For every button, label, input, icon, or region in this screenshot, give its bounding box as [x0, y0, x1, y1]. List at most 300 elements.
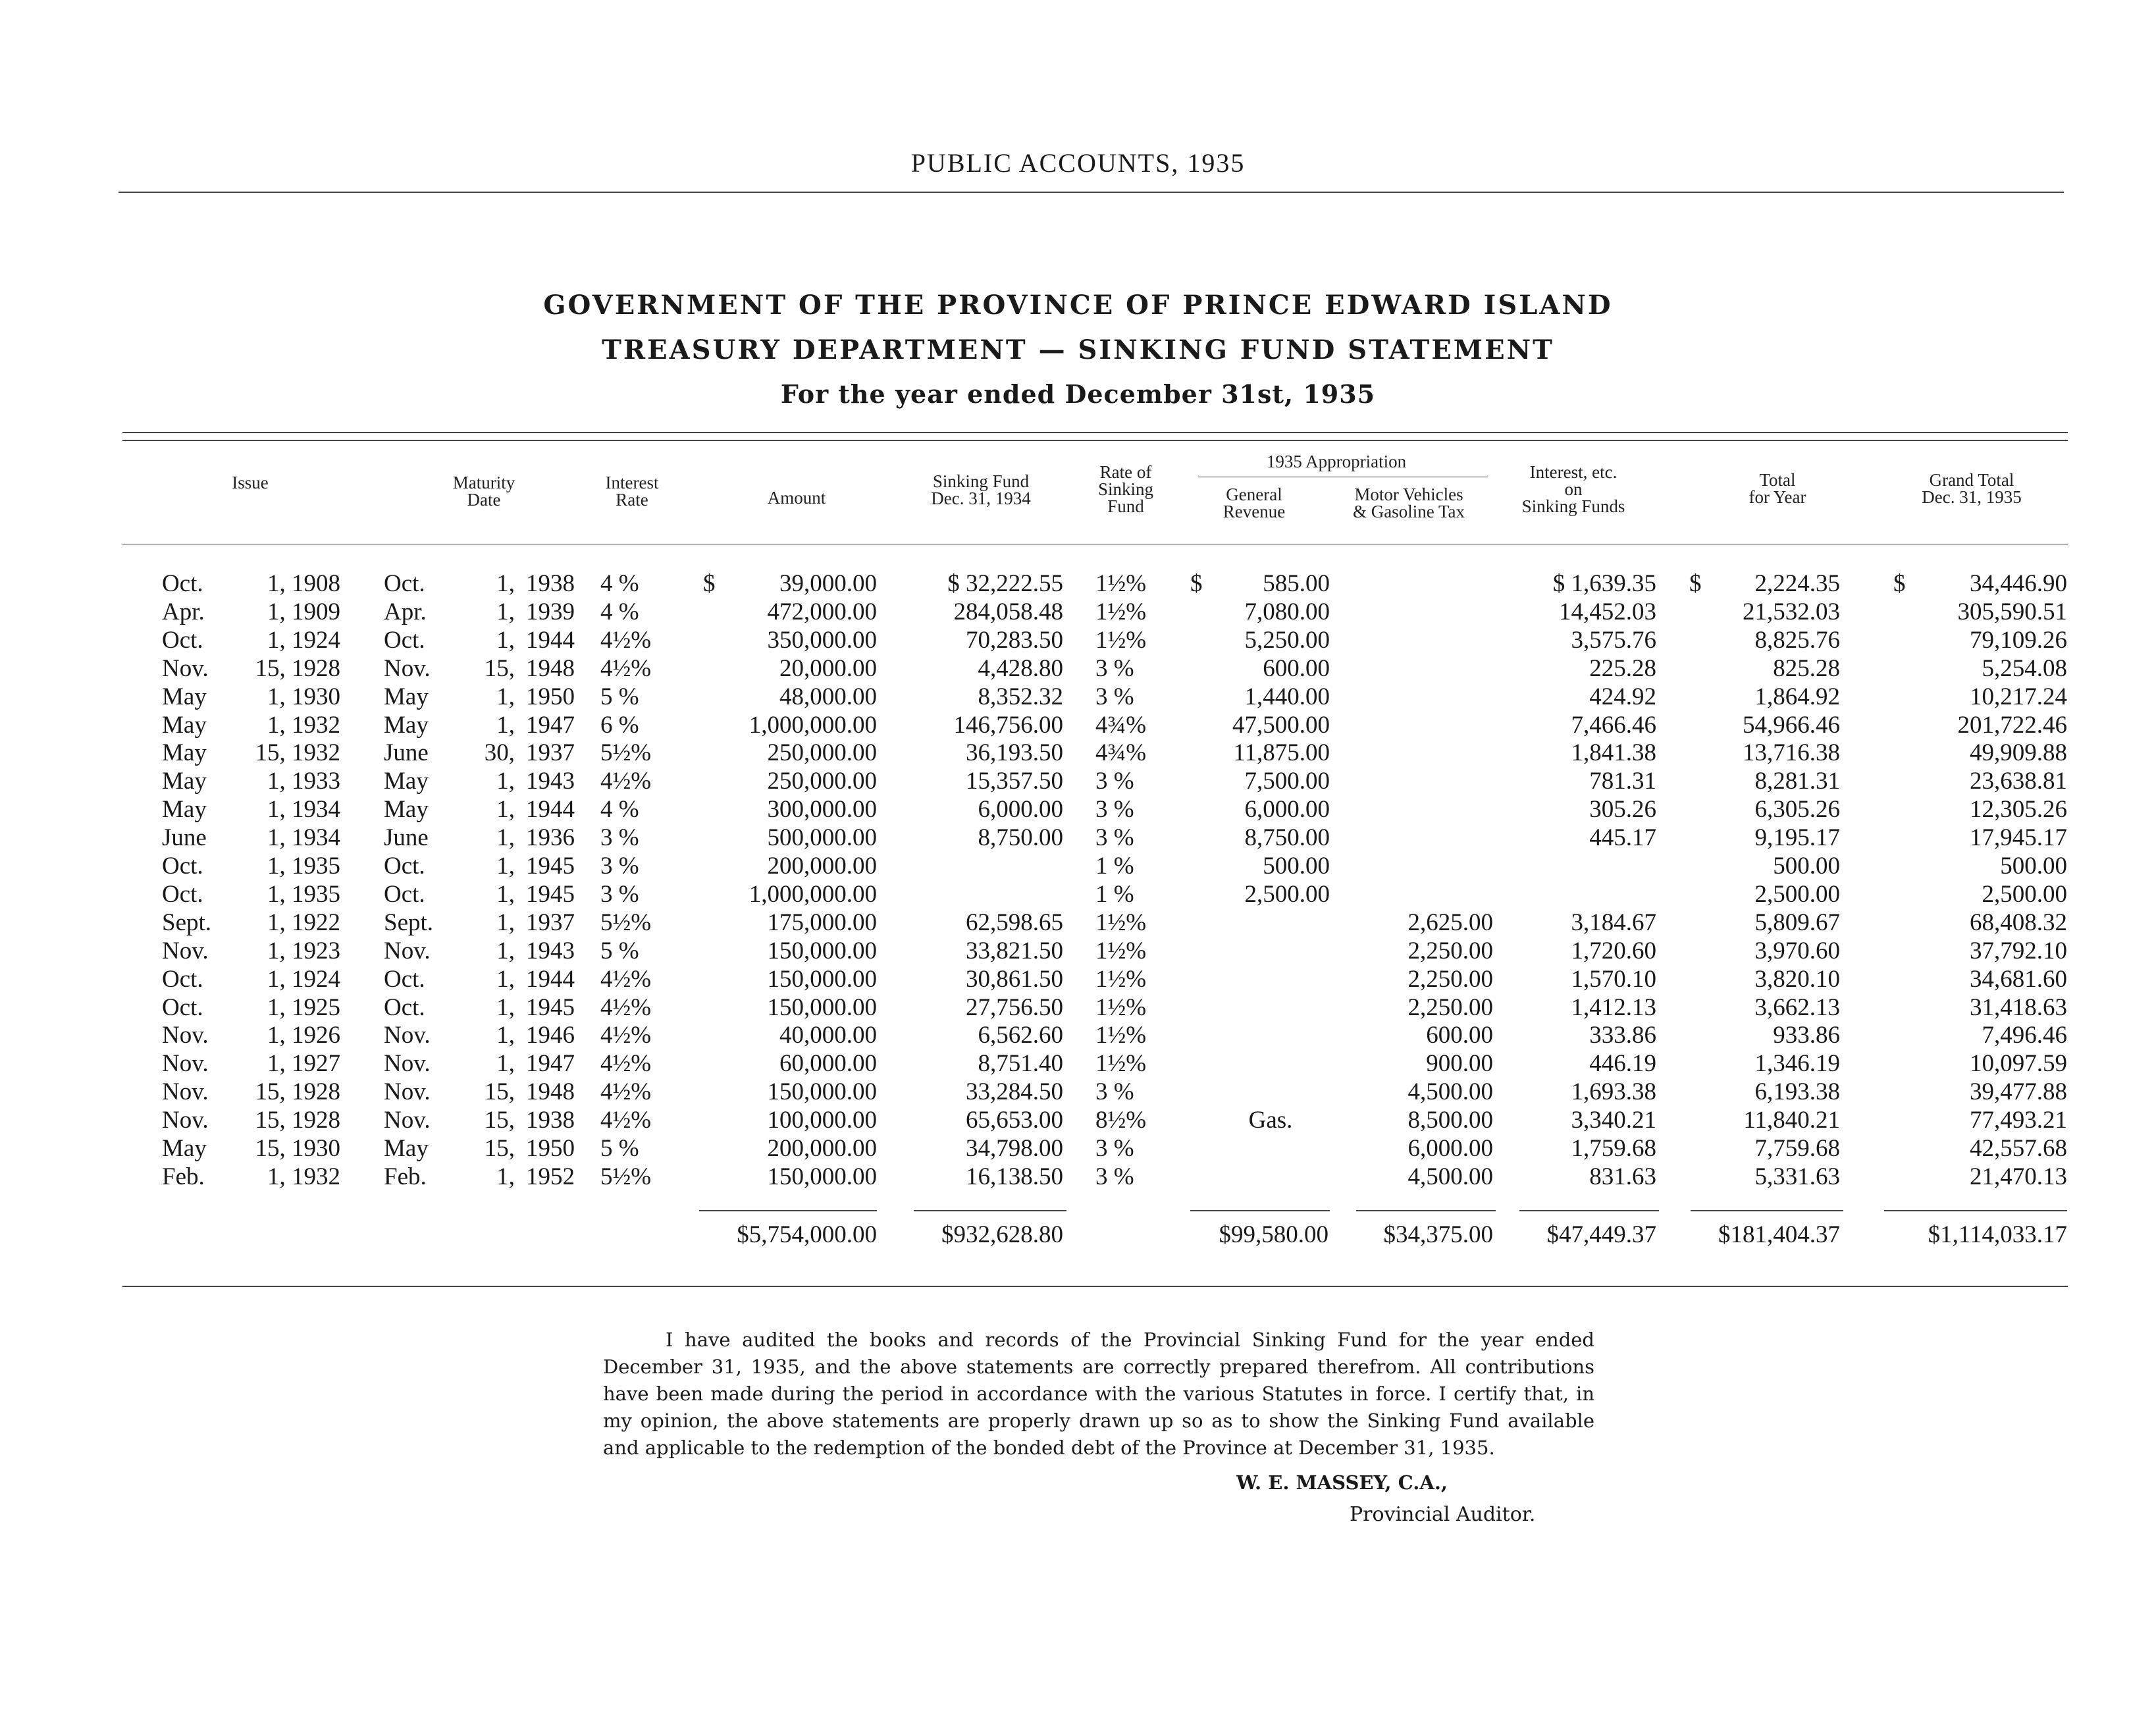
- title-line-2: TREASURY DEPARTMENT — SINKING FUND STATEMENT: [602, 334, 1554, 365]
- maturity-year: 1950: [526, 1135, 575, 1162]
- grand-total: 305,590.51: [1957, 598, 2067, 625]
- table-top-rule-2: [122, 440, 2068, 441]
- maturity-day: 1,: [496, 965, 515, 993]
- interest-on-sinking: 424.92: [1589, 683, 1656, 710]
- maturity-day: 1,: [496, 1163, 515, 1190]
- interest-on-sinking: 831.63: [1589, 1163, 1656, 1190]
- maturity-year: 1936: [526, 824, 575, 852]
- total-for-year: 5,331.63: [1754, 1163, 1840, 1190]
- sinking-fund-1934: 65,653.00: [966, 1107, 1063, 1134]
- issue-month: Oct.: [162, 626, 203, 654]
- issue-month: May: [162, 796, 207, 824]
- issue-month: Oct.: [162, 965, 203, 993]
- motor-vehicles-tax: 8,500.00: [1407, 1107, 1493, 1134]
- issue-month: Nov.: [162, 1050, 209, 1078]
- issue-month: Nov.: [162, 937, 209, 964]
- maturity-day: 1,: [496, 768, 515, 795]
- grand-total: 2,500.00: [1982, 880, 2067, 908]
- sinking-rate: 8½%: [1095, 1107, 1147, 1134]
- amount: 39,000.00: [779, 570, 877, 597]
- interest-rate: 4½%: [600, 768, 652, 795]
- maturity-day: 15,: [484, 1078, 515, 1106]
- issue-day-year: 1, 1922: [267, 909, 340, 936]
- maturity-month: Nov.: [384, 654, 431, 682]
- sinking-rate: 3 %: [1095, 1163, 1134, 1190]
- maturity-year: 1945: [526, 993, 575, 1021]
- maturity-day: 15,: [484, 1107, 515, 1134]
- amount: 1,000,000.00: [749, 880, 877, 908]
- total-for-year: 21,532.03: [1743, 598, 1840, 625]
- sinking-fund-1934: 146,756.00: [953, 711, 1063, 739]
- grand-total: 79,109.26: [1970, 626, 2067, 654]
- sinking-fund-1934: $ 32,222.55: [947, 570, 1063, 597]
- maturity-year: 1948: [526, 1078, 575, 1106]
- total-underline: [914, 1210, 1066, 1211]
- total-for-year: 1,864.92: [1754, 683, 1840, 710]
- sinking-fund-1934: 16,138.50: [966, 1163, 1063, 1190]
- interest-rate: 4½%: [600, 965, 652, 993]
- maturity-month: Sept.: [384, 909, 434, 936]
- sinking-rate: 3 %: [1095, 1078, 1134, 1106]
- maturity-year: 1946: [526, 1022, 575, 1049]
- total-underline: [699, 1210, 877, 1211]
- sinking-rate: 1½%: [1095, 1050, 1147, 1078]
- general-revenue: 600.00: [1263, 654, 1330, 682]
- issue-day-year: 1, 1934: [267, 796, 340, 824]
- interest-rate: 4½%: [600, 993, 652, 1021]
- maturity-year: 1947: [526, 1050, 575, 1078]
- issue-month: Nov.: [162, 1022, 209, 1049]
- sinking-fund-1934: 70,283.50: [966, 626, 1063, 654]
- maturity-month: May: [384, 683, 429, 710]
- maturity-day: 1,: [496, 683, 515, 710]
- total-for-year: 6,305.26: [1754, 796, 1840, 824]
- header-general-revenue: General Revenue: [1223, 485, 1286, 521]
- grand-total: 31,418.63: [1970, 993, 2067, 1021]
- total-for-year: 9,195.17: [1754, 824, 1840, 852]
- maturity-day: 1,: [496, 711, 515, 739]
- general-revenue: 585.00: [1263, 570, 1330, 597]
- sinking-fund-1934: 34,798.00: [966, 1135, 1063, 1162]
- interest-rate: 4 %: [600, 598, 639, 625]
- total-general: $99,580.00: [1219, 1221, 1328, 1248]
- issue-day-year: 1, 1909: [267, 598, 340, 625]
- total-underline: [1691, 1210, 1843, 1211]
- issue-month: Apr.: [162, 598, 205, 625]
- motor-vehicles-tax: 2,250.00: [1407, 965, 1493, 993]
- maturity-month: May: [384, 768, 429, 795]
- interest-rate: 4½%: [600, 654, 652, 682]
- grand-total: 10,097.59: [1970, 1050, 2067, 1078]
- issue-day-year: 15, 1928: [255, 654, 340, 682]
- interest-rate: 3 %: [600, 880, 639, 908]
- sinking-fund-1934: 27,756.50: [966, 993, 1063, 1021]
- header-grand-total: Grand Total Dec. 31, 1935: [1922, 470, 2022, 507]
- grand-total: 10,217.24: [1970, 683, 2067, 710]
- general-revenue: 47,500.00: [1232, 711, 1330, 739]
- header-motor-vehicles: Motor Vehicles & Gasoline Tax: [1352, 485, 1465, 521]
- maturity-month: Nov.: [384, 1107, 431, 1134]
- sinking-fund-1934: 8,352.32: [978, 683, 1063, 710]
- amount-dollar-sign: $: [703, 570, 716, 597]
- sinking-rate: 3 %: [1095, 1135, 1134, 1162]
- interest-rate: 5 %: [600, 683, 639, 710]
- interest-on-sinking: 305.26: [1589, 796, 1656, 824]
- grand-total: 7,496.46: [1982, 1022, 2067, 1049]
- issue-day-year: 1, 1934: [267, 824, 340, 852]
- maturity-day: 1,: [496, 853, 515, 880]
- issue-day-year: 15, 1932: [255, 739, 340, 767]
- maturity-day: 30,: [484, 739, 515, 767]
- total-underline: [1884, 1210, 2067, 1211]
- maturity-year: 1937: [526, 739, 575, 767]
- sinking-rate: 3 %: [1095, 824, 1134, 852]
- title-line-1: GOVERNMENT OF THE PROVINCE OF PRINCE EDWARD ISLAND: [543, 290, 1613, 321]
- interest-rate: 4½%: [600, 1050, 652, 1078]
- maturity-month: Oct.: [384, 626, 425, 654]
- maturity-month: May: [384, 1135, 429, 1162]
- interest-on-sinking: 445.17: [1589, 824, 1656, 852]
- total-for-year: 1,346.19: [1754, 1050, 1840, 1078]
- total-for-year: 3,820.10: [1754, 965, 1840, 993]
- general-revenue: 8,750.00: [1244, 824, 1330, 852]
- maturity-year: 1944: [526, 626, 575, 654]
- motor-vehicles-tax: 2,250.00: [1407, 993, 1493, 1021]
- sinking-rate: 1½%: [1095, 993, 1147, 1021]
- amount: 472,000.00: [767, 598, 877, 625]
- amount: 60,000.00: [779, 1050, 877, 1078]
- amount: 150,000.00: [767, 937, 877, 964]
- sinking-rate: 1½%: [1095, 598, 1147, 625]
- maturity-year: 1938: [526, 1107, 575, 1134]
- header-appropriation: 1935 Appropriation: [1266, 452, 1407, 471]
- issue-month: Feb.: [162, 1163, 205, 1190]
- amount: 20,000.00: [779, 654, 877, 682]
- total-for-year: 2,224.35: [1754, 570, 1840, 597]
- interest-on-sinking: $ 1,639.35: [1552, 570, 1656, 597]
- interest-rate: 4½%: [600, 1022, 652, 1049]
- sinking-rate: 3 %: [1095, 768, 1134, 795]
- sinking-rate: 1½%: [1095, 909, 1147, 936]
- interest-rate: 4½%: [600, 626, 652, 654]
- general-revenue: 500.00: [1263, 853, 1330, 880]
- sinking-rate: 1½%: [1095, 626, 1147, 654]
- maturity-month: Oct.: [384, 880, 425, 908]
- sinking-rate: 1½%: [1095, 965, 1147, 993]
- amount: 150,000.00: [767, 993, 877, 1021]
- maturity-month: June: [384, 739, 429, 767]
- audit-statement: I have audited the books and records of the Provincial Sinking Fund for the year ended December 31, 1935, and the above statements are correctly prepared therefrom. All contributions have been made during the period in accordance with the various Statutes in force. I certify that, in my opinion, the above statements are properly drawn up so as to show the Sinking Fund available and applicable to the redemption of the bonded debt of the Province at December 31, 1935.: [603, 1329, 1594, 1459]
- interest-on-sinking: 1,570.10: [1571, 965, 1656, 993]
- sinking-fund-1934: 8,750.00: [978, 824, 1063, 852]
- grand-total: 34,681.60: [1970, 965, 2067, 993]
- amount: 250,000.00: [767, 768, 877, 795]
- issue-month: Nov.: [162, 1078, 209, 1106]
- issue-month: Oct.: [162, 570, 203, 597]
- total-for-year: 7,759.68: [1754, 1135, 1840, 1162]
- issue-day-year: 1, 1935: [267, 853, 340, 880]
- general-revenue: 7,080.00: [1244, 598, 1330, 625]
- maturity-month: Oct.: [384, 570, 425, 597]
- amount: 100,000.00: [767, 1107, 877, 1134]
- interest-rate: 4 %: [600, 570, 639, 597]
- total-motor: $34,375.00: [1383, 1221, 1493, 1248]
- grand-total: 49,909.88: [1970, 739, 2067, 767]
- interest-rate: 3 %: [600, 853, 639, 880]
- maturity-day: 1,: [496, 1050, 515, 1078]
- header-rate-of-sinking: Rate of Sinking Fund: [1097, 462, 1154, 516]
- amount: 1,000,000.00: [749, 711, 877, 739]
- header-interest-sinking: Interest, etc. on Sinking Funds: [1521, 462, 1625, 516]
- maturity-day: 1,: [496, 993, 515, 1021]
- maturity-month: May: [384, 711, 429, 739]
- issue-month: Oct.: [162, 853, 203, 880]
- sinking-fund-1934: 15,357.50: [966, 768, 1063, 795]
- motor-vehicles-tax: 6,000.00: [1407, 1135, 1493, 1162]
- total-for-year: 500.00: [1773, 853, 1840, 880]
- sinking-fund-1934: 6,000.00: [978, 796, 1063, 824]
- motor-vehicles-tax: 900.00: [1426, 1050, 1493, 1078]
- interest-on-sinking: 225.28: [1589, 654, 1656, 682]
- maturity-year: 1948: [526, 654, 575, 682]
- sinking-rate: 3 %: [1095, 796, 1134, 824]
- maturity-month: May: [384, 796, 429, 824]
- maturity-day: 1,: [496, 824, 515, 852]
- maturity-month: Feb.: [384, 1163, 427, 1190]
- general-revenue: 1,440.00: [1244, 683, 1330, 710]
- amount: 200,000.00: [767, 853, 877, 880]
- issue-month: May: [162, 711, 207, 739]
- motor-vehicles-tax: 4,500.00: [1407, 1078, 1493, 1106]
- maturity-month: Apr.: [384, 598, 427, 625]
- sinking-rate: 4¾%: [1095, 711, 1147, 739]
- maturity-year: 1944: [526, 965, 575, 993]
- sinking-rate: 1½%: [1095, 570, 1147, 597]
- maturity-day: 15,: [484, 654, 515, 682]
- total-underline: [1190, 1210, 1330, 1211]
- interest-rate: 4½%: [600, 1078, 652, 1106]
- total-for-year: 2,500.00: [1754, 880, 1840, 908]
- header-maturity: Maturity Date: [452, 473, 515, 510]
- total-for-year: $181,404.37: [1718, 1221, 1840, 1248]
- total-for-year: 933.86: [1773, 1022, 1840, 1049]
- grand-total: 39,477.88: [1970, 1078, 2067, 1106]
- interest-on-sinking: 3,340.21: [1571, 1107, 1656, 1134]
- amount: 40,000.00: [779, 1022, 877, 1049]
- maturity-year: 1943: [526, 768, 575, 795]
- maturity-day: 1,: [496, 937, 515, 964]
- amount: 250,000.00: [767, 739, 877, 767]
- total-for-year: 54,966.46: [1743, 711, 1840, 739]
- auditor-title: Provincial Auditor.: [1350, 1503, 1536, 1526]
- maturity-month: Nov.: [384, 1022, 431, 1049]
- total-for-year: 13,716.38: [1743, 739, 1840, 767]
- interest-rate: 5½%: [600, 739, 652, 767]
- total-for-year: 8,281.31: [1754, 768, 1840, 795]
- maturity-day: 15,: [484, 1135, 515, 1162]
- total-for-year: 11,840.21: [1743, 1107, 1840, 1134]
- interest-rate: 5 %: [600, 937, 639, 964]
- issue-day-year: 1, 1927: [267, 1050, 340, 1078]
- sinking-rate: 4¾%: [1095, 739, 1147, 767]
- general-dollar-sign: $: [1190, 570, 1203, 597]
- sinking-fund-1934: 33,284.50: [966, 1078, 1063, 1106]
- interest-rate: 6 %: [600, 711, 639, 739]
- total-for-year: 825.28: [1773, 654, 1840, 682]
- grand-total: 21,470.13: [1970, 1163, 2067, 1190]
- interest-rate: 4½%: [600, 1107, 652, 1134]
- sinking-fund-1934: 6,562.60: [978, 1022, 1063, 1049]
- issue-day-year: 1, 1926: [267, 1022, 340, 1049]
- motor-vehicles-tax: 600.00: [1426, 1022, 1493, 1049]
- interest-rate: 5½%: [600, 909, 652, 936]
- maturity-year: 1938: [526, 570, 575, 597]
- amount: 500,000.00: [767, 824, 877, 852]
- issue-day-year: 1, 1924: [267, 965, 340, 993]
- interest-rate: 5 %: [600, 1135, 639, 1162]
- maturity-day: 1,: [496, 598, 515, 625]
- interest-rate: 3 %: [600, 824, 639, 852]
- maturity-year: 1952: [526, 1163, 575, 1190]
- interest-on-sinking: 3,575.76: [1571, 626, 1656, 654]
- issue-day-year: 15, 1928: [255, 1107, 340, 1134]
- total-grand: $1,114,033.17: [1928, 1221, 2067, 1248]
- amount: 350,000.00: [767, 626, 877, 654]
- maturity-year: 1937: [526, 909, 575, 936]
- amount: 200,000.00: [767, 1135, 877, 1162]
- maturity-month: Oct.: [384, 853, 425, 880]
- maturity-day: 1,: [496, 1022, 515, 1049]
- maturity-day: 1,: [496, 880, 515, 908]
- interest-on-sinking: 7,466.46: [1571, 711, 1656, 739]
- interest-rate: 5½%: [600, 1163, 652, 1190]
- header-rule: [118, 192, 2064, 193]
- maturity-year: 1943: [526, 937, 575, 964]
- issue-month: Nov.: [162, 1107, 209, 1134]
- general-revenue: 5,250.00: [1244, 626, 1330, 654]
- maturity-month: Nov.: [384, 937, 431, 964]
- issue-day-year: 15, 1928: [255, 1078, 340, 1106]
- total-dollar-sign: $: [1689, 570, 1702, 597]
- total-underline: [1356, 1210, 1496, 1211]
- table-top-rule: [122, 432, 2068, 433]
- interest-on-sinking: 1,720.60: [1571, 937, 1656, 964]
- grand-total: 23,638.81: [1970, 768, 2067, 795]
- issue-day-year: 1, 1923: [267, 937, 340, 964]
- maturity-month: Oct.: [384, 993, 425, 1021]
- motor-vehicles-tax: 2,250.00: [1407, 937, 1493, 964]
- amount: 175,000.00: [767, 909, 877, 936]
- issue-month: June: [162, 824, 207, 852]
- total-for-year: 8,825.76: [1754, 626, 1840, 654]
- grand-total: 500.00: [2000, 853, 2067, 880]
- issue-day-year: 1, 1933: [267, 768, 340, 795]
- interest-on-sinking: 1,841.38: [1571, 739, 1656, 767]
- issue-month: Oct.: [162, 880, 203, 908]
- issue-day-year: 1, 1925: [267, 993, 340, 1021]
- general-revenue: 2,500.00: [1244, 880, 1330, 908]
- sinking-rate: 3 %: [1095, 683, 1134, 710]
- issue-day-year: 15, 1930: [255, 1135, 340, 1162]
- sinking-rate: 1½%: [1095, 937, 1147, 964]
- sinking-fund-1934: 284,058.48: [953, 598, 1063, 625]
- total-for-year: 3,662.13: [1754, 993, 1840, 1021]
- header-sinking-fund: Sinking Fund Dec. 31, 1934: [931, 471, 1031, 508]
- maturity-year: 1947: [526, 711, 575, 739]
- amount: 150,000.00: [767, 1078, 877, 1106]
- maturity-year: 1939: [526, 598, 575, 625]
- maturity-month: June: [384, 824, 429, 852]
- general-revenue: 7,500.00: [1244, 768, 1330, 795]
- issue-month: May: [162, 1135, 207, 1162]
- grand-total: 12,305.26: [1970, 796, 2067, 824]
- auditor-name: W. E. MASSEY, C.A.,: [1236, 1471, 1448, 1494]
- sinking-fund-1934: 62,598.65: [966, 909, 1063, 936]
- grand-total: 17,945.17: [1970, 824, 2067, 852]
- grand-total: 5,254.08: [1982, 654, 2067, 682]
- sinking-rate: 1 %: [1095, 853, 1134, 880]
- total-underline: [1519, 1210, 1659, 1211]
- maturity-day: 1,: [496, 909, 515, 936]
- header-amount: Amount: [767, 488, 826, 508]
- sinking-fund-1934: 8,751.40: [978, 1050, 1063, 1078]
- issue-month: Nov.: [162, 654, 209, 682]
- issue-month: May: [162, 768, 207, 795]
- sinking-rate: 1 %: [1095, 880, 1134, 908]
- total-interest: $47,449.37: [1546, 1221, 1656, 1248]
- page-header: PUBLIC ACCOUNTS, 1935: [910, 148, 1246, 178]
- issue-day-year: 1, 1932: [267, 1163, 340, 1190]
- table-bottom-rule: [122, 1286, 2068, 1287]
- interest-rate: 4 %: [600, 796, 639, 824]
- total-for-year: 5,809.67: [1754, 909, 1840, 936]
- interest-on-sinking: 333.86: [1589, 1022, 1656, 1049]
- interest-on-sinking: 14,452.03: [1559, 598, 1656, 625]
- maturity-year: 1944: [526, 796, 575, 824]
- grand-total: 201,722.46: [1957, 711, 2067, 739]
- maturity-day: 1,: [496, 796, 515, 824]
- sinking-rate: 3 %: [1095, 654, 1134, 682]
- interest-on-sinking: 1,412.13: [1571, 993, 1656, 1021]
- general-revenue: Gas.: [1248, 1107, 1293, 1134]
- header-interest-rate: Interest Rate: [605, 473, 659, 510]
- sinking-fund-1934: 30,861.50: [966, 965, 1063, 993]
- interest-on-sinking: 446.19: [1589, 1050, 1656, 1078]
- amount: 300,000.00: [767, 796, 877, 824]
- sinking-fund-1934: 36,193.50: [966, 739, 1063, 767]
- amount: 150,000.00: [767, 1163, 877, 1190]
- total-for-year: 3,970.60: [1754, 937, 1840, 964]
- maturity-day: 1,: [496, 570, 515, 597]
- header-issue: Issue: [232, 473, 269, 492]
- grand-total: 37,792.10: [1970, 937, 2067, 964]
- motor-vehicles-tax: 2,625.00: [1407, 909, 1493, 936]
- motor-vehicles-tax: 4,500.00: [1407, 1163, 1493, 1190]
- issue-month: Oct.: [162, 993, 203, 1021]
- issue-day-year: 1, 1930: [267, 683, 340, 710]
- grand-total: 34,446.90: [1970, 570, 2067, 597]
- issue-month: Sept.: [162, 909, 212, 936]
- issue-day-year: 1, 1935: [267, 880, 340, 908]
- issue-day-year: 1, 1924: [267, 626, 340, 654]
- general-revenue: 11,875.00: [1233, 739, 1330, 767]
- total-amount: $5,754,000.00: [737, 1221, 877, 1248]
- grand-total: 77,493.21: [1970, 1107, 2067, 1134]
- grand-total: 68,408.32: [1970, 909, 2067, 936]
- sinking-fund-1934: 33,821.50: [966, 937, 1063, 964]
- issue-month: May: [162, 739, 207, 767]
- grand-total: 42,557.68: [1970, 1135, 2067, 1162]
